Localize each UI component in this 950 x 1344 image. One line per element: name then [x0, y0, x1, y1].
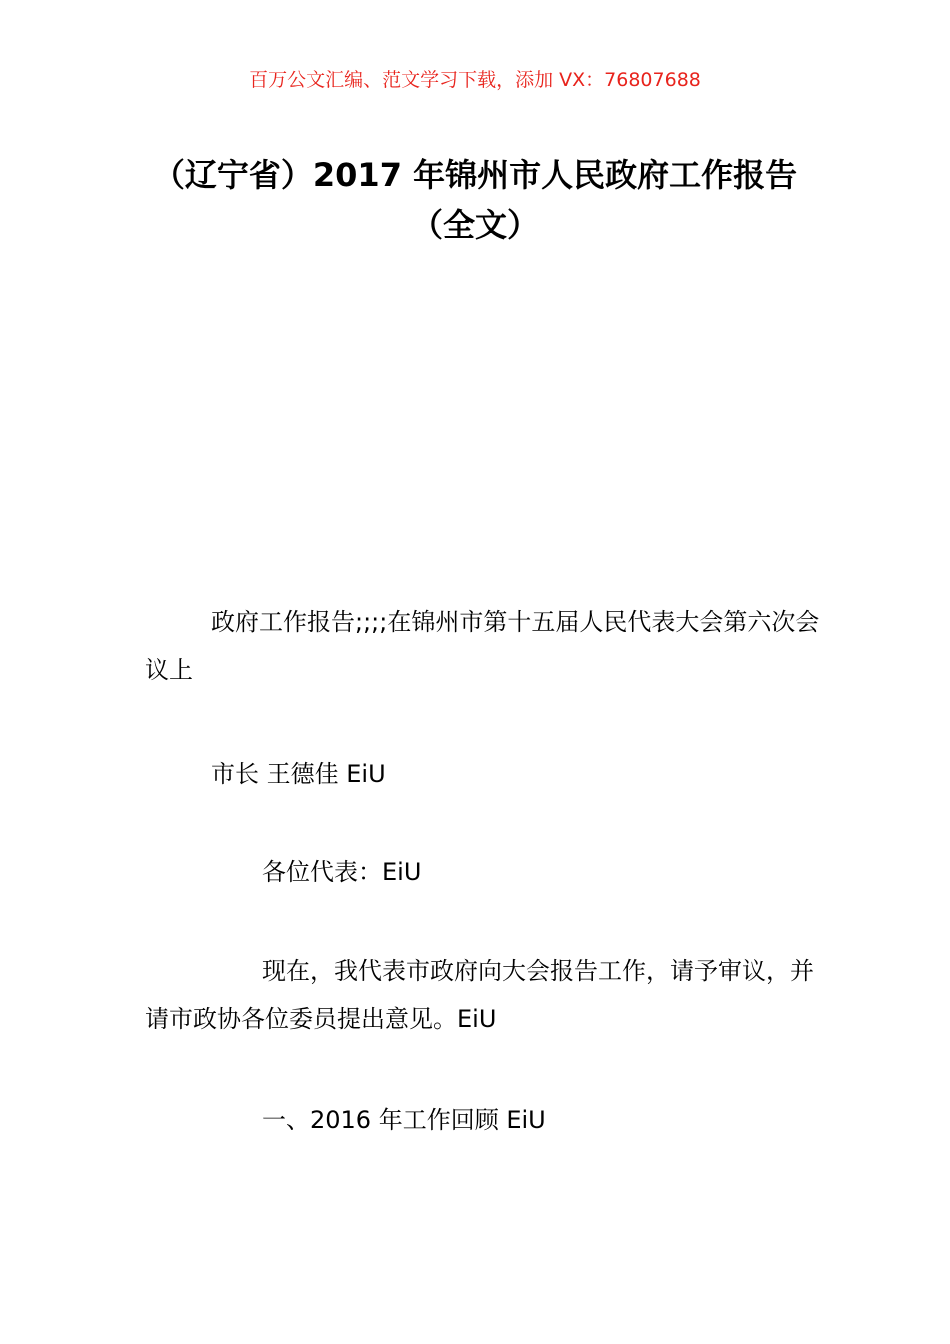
header-note: 百万公文汇编、范文学习下载，添加 VX：76807688 — [249, 69, 701, 91]
document-title: （辽宁省）2017 年锦州市人民政府工作报告（全文） — [152, 156, 798, 244]
section-heading: 一、2016 年工作回顾 EiU — [262, 1106, 546, 1134]
speaker-line: 市长 王德佳 EiU — [211, 760, 386, 788]
salutation-line: 各位代表：EiU — [262, 858, 422, 886]
opening-paragraph: 现在，我代表市政府向大会报告工作，请予审议，并请市政协各位委员提出意见。EiU — [145, 957, 814, 1033]
intro-paragraph: 政府工作报告;;;;在锦州市第十五届人民代表大会第六次会议上 — [145, 608, 820, 684]
